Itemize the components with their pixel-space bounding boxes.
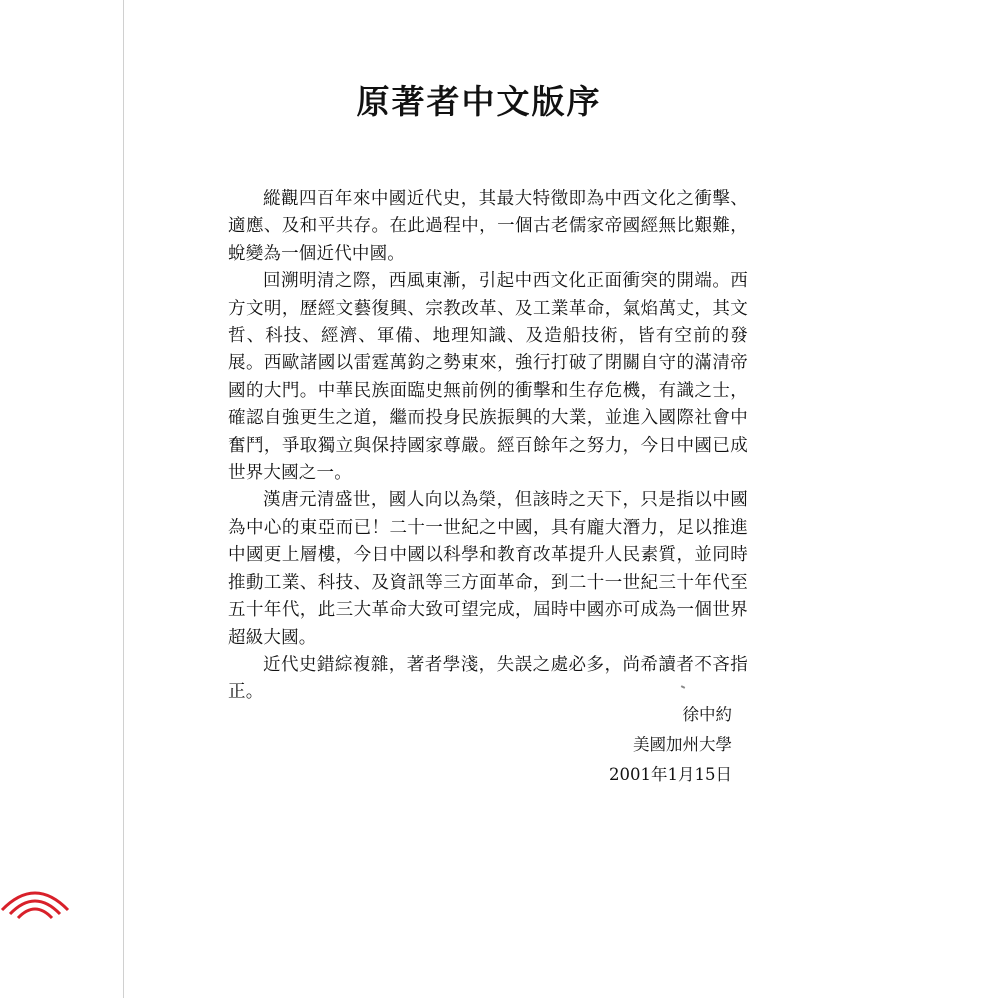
paragraph-3: 漢唐元清盛世，國人向以為榮，但該時之天下，只是指以中國為中心的東亞而已！二十一世紀之中國，具有龐大潛力，足以推進中國更上層樓，今日中國以科學和教育改革提升人民素質，並同時推動工業、科技、及資訊等三方面革命，到二十一世紀三十年代至五十年代，此三大革命大致可望完成，屆時中國亦可成為一個世界超級大國。 (228, 490, 748, 648)
page-title: 原著者中文版序 (356, 82, 602, 121)
paragraph-4: 近代史錯綜複雜，著者學淺，失誤之處必多，尚希讀者不吝指正。 (228, 654, 748, 703)
signature-affiliation: 美國加州大學 (633, 735, 732, 754)
paragraph-1: 縱觀四百年來中國近代史，其最大特徵即為中西文化之衝擊、適應、及和平共存。在此過程中，一個古老儒家帝國經無比艱難，蛻變為一個近代中國。 (228, 189, 748, 264)
signature-author: 徐中約 (682, 705, 732, 724)
signature-date: 2001年1月15日 (609, 765, 732, 784)
page-edge-line (123, 0, 124, 998)
signature-block (609, 700, 732, 790)
paragraph-2: 回溯明清之際，西風東漸，引起中西文化正面衝突的開端。西方文明，歷經文藝復興、宗教改革、及工業革命，氣焰萬丈，其文哲、科技、經濟、軍備、地理知識、及造船技術，皆有空前的發展。西歐諸國以雷霆萬鈞之勢東來，強行打破了閉關自守的滿清帝國的大門。中華民族面臨史無前例的衝擊和生存危機，有識之士，確認自強更生之道，繼而投身民族振興的大業，並進入國際社會中奮鬥，爭取獨立與保持國家尊嚴。經百餘年之努力，今日中國已成世界大國之一。 (228, 271, 748, 484)
preface-body (228, 186, 748, 707)
publisher-logo-icon (0, 880, 70, 920)
